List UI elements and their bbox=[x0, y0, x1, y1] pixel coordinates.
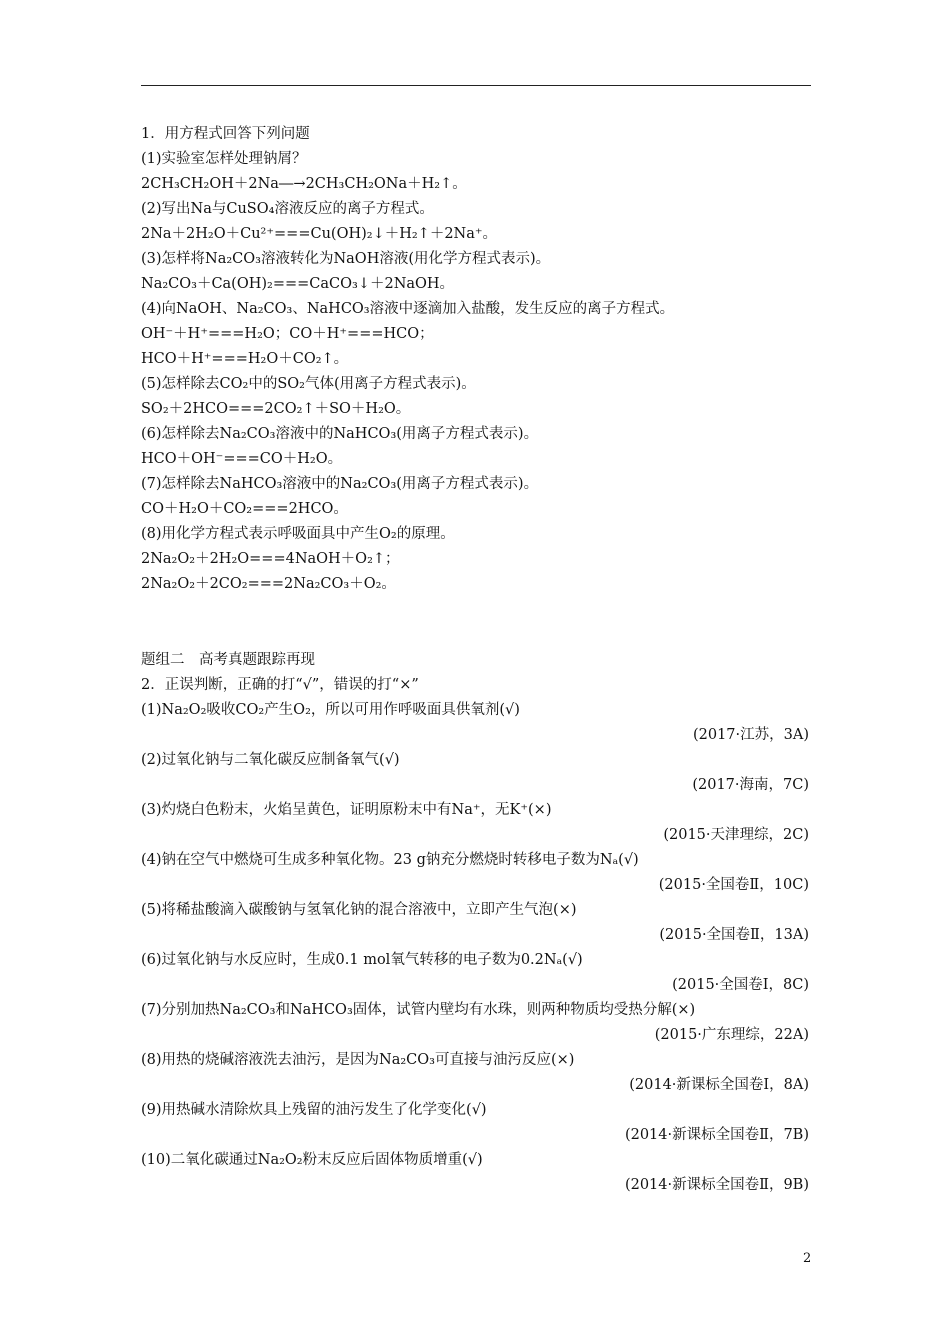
section1-line: (5)怎样除去CO₂中的SO₂气体(用离子方程式表示)。 bbox=[141, 376, 476, 392]
item-source: (2015·广东理综，22A) bbox=[654, 1027, 809, 1043]
item-source: (2017·海南，7C) bbox=[692, 777, 809, 793]
judgment-item: (1)Na₂O₂吸收CO₂产生O₂，所以可用作呼吸面具供氧剂(√) bbox=[141, 702, 520, 718]
judgment-item: (5)将稀盐酸滴入碳酸钠与氢氧化钠的混合溶液中，立即产生气泡(×) bbox=[141, 902, 577, 918]
judgment-item: (6)过氧化钠与水反应时，生成0.1 mol氧气转移的电子数为0.2Nₐ(√) bbox=[141, 952, 583, 968]
section1-line: 2Na＋2H₂O＋Cu²⁺===Cu(OH)₂↓＋H₂↑＋2Na⁺。 bbox=[141, 226, 498, 242]
section1-line: (7)怎样除去NaHCO₃溶液中的Na₂CO₃(用离子方程式表示)。 bbox=[141, 476, 539, 492]
judgment-item: (9)用热碱水清除炊具上残留的油污发生了化学变化(√) bbox=[141, 1102, 487, 1118]
judgment-item: (2)过氧化钠与二氧化碳反应制备氧气(√) bbox=[141, 752, 400, 768]
section1-line: HCO＋H⁺===H₂O＋CO₂↑。 bbox=[141, 351, 349, 367]
judgment-item: (7)分别加热Na₂CO₃和NaHCO₃固体，试管内壁均有水珠，则两种物质均受热分解(×) bbox=[141, 1002, 696, 1018]
item-source: (2015·全国卷Ⅱ，10C) bbox=[658, 877, 809, 893]
section1-line: (3)怎样将Na₂CO₃溶液转化为NaOH溶液(用化学方程式表示)。 bbox=[141, 251, 551, 267]
section1-line: 2Na₂O₂＋2H₂O===4NaOH＋O₂↑； bbox=[141, 551, 400, 567]
section1-line: 2Na₂O₂＋2CO₂===2Na₂CO₃＋O₂。 bbox=[141, 576, 396, 592]
section1-line: (8)用化学方程式表示呼吸面具中产生O₂的原理。 bbox=[141, 526, 455, 542]
judgment-item: (8)用热的烧碱溶液洗去油污，是因为Na₂CO₃可直接与油污反应(×) bbox=[141, 1052, 575, 1068]
section2-title: 2．正误判断，正确的打“√”，错误的打“×” bbox=[141, 677, 419, 693]
item-source: (2014·新课标全国卷Ⅱ，9B) bbox=[624, 1177, 809, 1193]
section1-line: SO₂＋2HCO===2CO₂↑＋SO＋H₂O。 bbox=[141, 401, 411, 417]
item-source: (2017·江苏，3A) bbox=[692, 727, 809, 743]
judgment-item: (10)二氧化碳通过Na₂O₂粉末反应后固体物质增重(√) bbox=[141, 1152, 483, 1168]
section1-line: (1)实验室怎样处理钠屑？ bbox=[141, 151, 307, 167]
header-rule bbox=[141, 85, 811, 86]
section1-line: (2)写出Na与CuSO₄溶液反应的离子方程式。 bbox=[141, 201, 434, 217]
section2-heading: 题组二 高考真题跟踪再现 bbox=[141, 652, 315, 668]
judgment-item: (4)钠在空气中燃烧可生成多种氧化物。23 g钠充分燃烧时转移电子数为Nₐ(√) bbox=[141, 852, 639, 868]
section1-line: Na₂CO₃＋Ca(OH)₂===CaCO₃↓＋2NaOH。 bbox=[141, 276, 455, 292]
page-number: 2 bbox=[803, 1251, 812, 1266]
section1-line: HCO＋OH⁻===CO＋H₂O。 bbox=[141, 451, 343, 467]
section1-line: (4)向NaOH、Na₂CO₃、NaHCO₃溶液中逐滴加入盐酸，发生反应的离子方程式。 bbox=[141, 301, 675, 317]
item-source: (2015·天津理综，2C) bbox=[663, 827, 809, 843]
item-source: (2015·全国卷Ⅱ，13A) bbox=[659, 927, 809, 943]
section1-title: 1．用方程式回答下列问题 bbox=[141, 126, 310, 142]
judgment-item: (3)灼烧白色粉末，火焰呈黄色，证明原粉末中有Na⁺，无K⁺(×) bbox=[141, 802, 552, 818]
section1-line: OH⁻＋H⁺===H₂O；CO＋H⁺===HCO； bbox=[141, 326, 434, 342]
section1-line: CO＋H₂O＋CO₂===2HCO。 bbox=[141, 501, 348, 517]
section1-line: (6)怎样除去Na₂CO₃溶液中的NaHCO₃(用离子方程式表示)。 bbox=[141, 426, 539, 442]
item-source: (2014·新课标全国卷Ⅱ，7B) bbox=[624, 1127, 809, 1143]
section1-line: 2CH₃CH₂OH＋2Na―→2CH₃CH₂ONa＋H₂↑。 bbox=[141, 176, 467, 192]
item-source: (2015·全国卷Ⅰ，8C) bbox=[672, 977, 809, 993]
item-source: (2014·新课标全国卷Ⅰ，8A) bbox=[629, 1077, 809, 1093]
